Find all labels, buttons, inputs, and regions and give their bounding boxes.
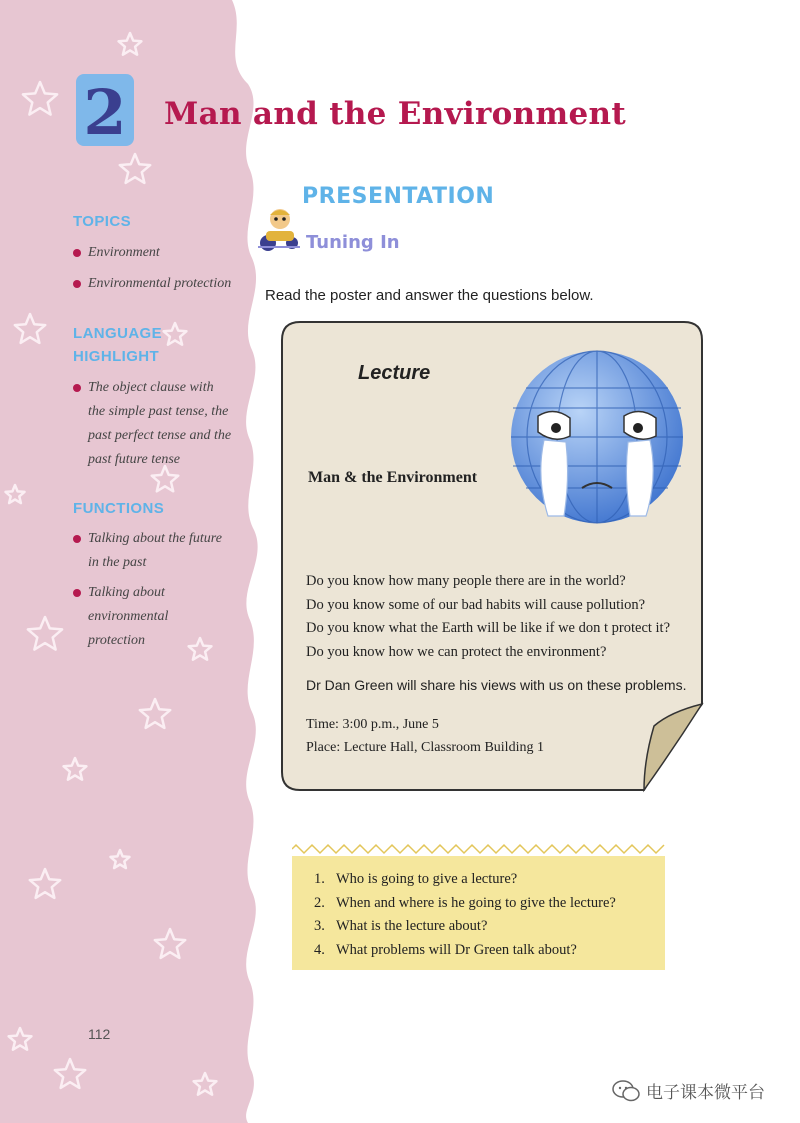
questions-box <box>292 842 665 970</box>
question-item: 4. What problems will Dr Green talk about? <box>314 941 577 958</box>
poster-topic: Man & the Environment <box>308 469 478 486</box>
comprehension-questions <box>314 868 616 962</box>
question-item: 3. What is the lecture about? <box>314 918 488 934</box>
question-item: 2. When and where is he going to give the lecture? <box>314 894 616 911</box>
topic-item: Environment <box>73 241 248 265</box>
language-highlight-heading: LANGUAGE HIGHLIGHT <box>73 325 163 365</box>
language-item: The object clause with the simple past tense, the past perfect tense and the past future tense <box>73 376 248 472</box>
topics-heading: TOPICS <box>73 213 131 230</box>
bullet-icon <box>73 280 81 288</box>
question-item: 1. Who is going to give a lecture? <box>314 871 518 887</box>
unit-number-badge <box>70 70 140 150</box>
poster-question: Do you know how we can protect the environment? <box>306 643 607 660</box>
watermark-text: 电子课本微平台 <box>646 1083 765 1103</box>
wechat-icon <box>612 1080 640 1102</box>
instruction-text: Read the poster and answer the questions below. <box>265 287 594 304</box>
topic-item: Environmental protection <box>73 272 248 296</box>
poster-question: Do you know some of our bad habits will cause pollution? <box>306 596 646 613</box>
poster-heading: Lecture <box>358 362 431 384</box>
bullet-icon <box>73 535 81 543</box>
section-subtitle: Tuning In <box>306 232 400 253</box>
function-item: Talking about environmental protection <box>73 581 248 653</box>
crying-earth-icon <box>508 348 686 526</box>
poster-question: Do you know how many people there are in the world? <box>306 573 626 589</box>
zigzag-border <box>292 842 665 856</box>
unit-title: Man and the Environment <box>164 96 626 132</box>
poster-share-text: Dr Dan Green will share his views with us on these problems. <box>306 677 687 693</box>
mascot-icon <box>254 203 304 253</box>
bullet-icon <box>73 384 81 392</box>
poster-place: Place: Lecture Hall, Classroom Building 1 <box>306 740 544 755</box>
function-item: Talking about the future in the past <box>73 527 248 575</box>
bullet-icon <box>73 249 81 257</box>
watermark <box>612 1078 765 1103</box>
poster-time: Time: 3:00 p.m., June 5 <box>306 717 439 732</box>
lecture-poster <box>278 320 704 794</box>
poster-questions <box>306 570 670 664</box>
poster-question: Do you know what the Earth will be like if we don t protect it? <box>306 620 671 636</box>
page-number: 112 <box>88 1026 111 1042</box>
section-title: PRESENTATION <box>302 184 495 209</box>
functions-heading: FUNCTIONS <box>73 500 165 517</box>
unit-number: 2 <box>83 76 127 149</box>
bullet-icon <box>73 589 81 597</box>
